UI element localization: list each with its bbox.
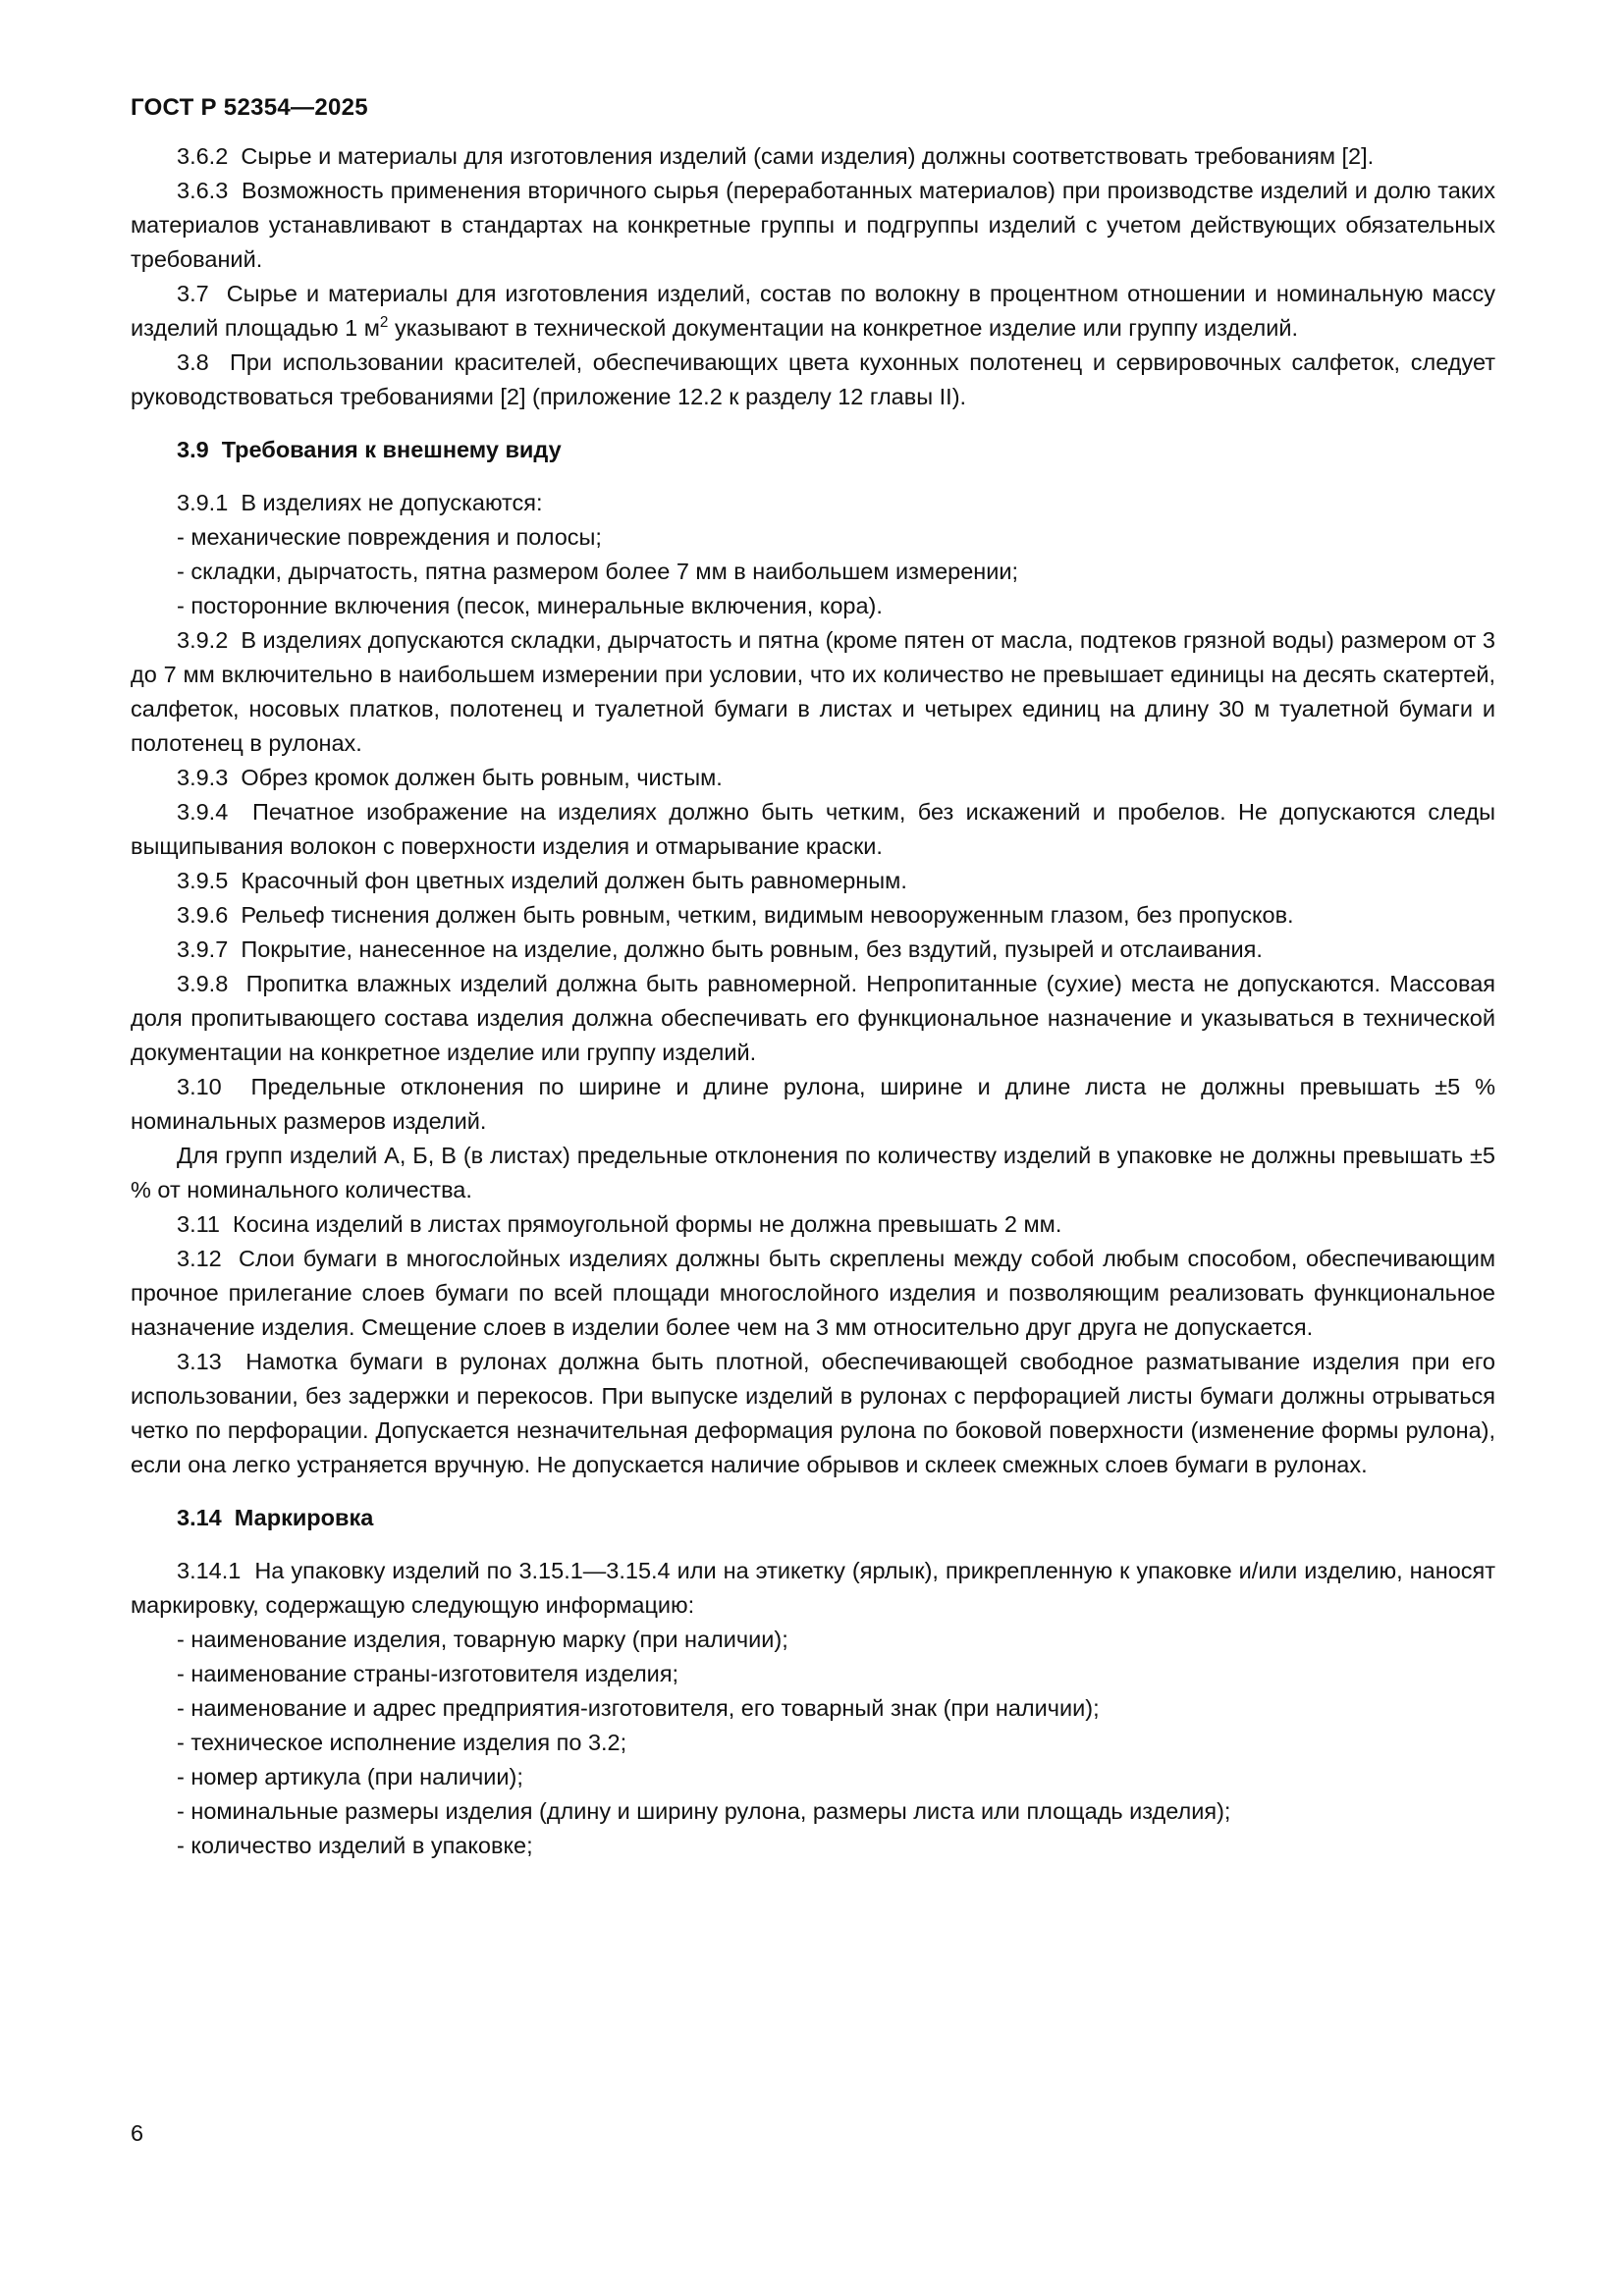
document-body — [131, 139, 1495, 1863]
list-item: - наименование и адрес предприятия-изготовителя, его товарный знак (при наличии); — [177, 1695, 1100, 1721]
paragraph: 3.8 При использовании красителей, обеспечивающих цвета кухонных полотенец и сервировочных салфеток, следует руководствоваться требованиями [2] (приложение 12.2 к разделу 12 главы II). — [131, 349, 1495, 409]
paragraph: 3.9.4 Печатное изображение на изделиях должно быть четким, без искажений и пробелов. Не допускаются следы выщипывания волокон с поверхности изделия и отмарывание краски. — [131, 799, 1495, 859]
paragraph: 3.13 Намотка бумаги в рулонах должна быть плотной, обеспечивающей свободное разматывание изделия при его использовании, без задержки и перекосов. При выпуске изделий в рулонах с перфорацией листы бумаги должны отрываться четко по перфорации. Допускается незначительная деформация рулона по боковой поверхности (изменение формы рулона), если она легко устраняется вручную. Не допускается наличие обрывов и склеек смежных слоев бумаги в рулонах. — [131, 1349, 1495, 1477]
list-item: - количество изделий в упаковке; — [177, 1833, 533, 1858]
paragraph: Для групп изделий А, Б, В (в листах) предельные отклонения по количеству изделий в упаковке не должны превышать ±5 % от номинального количества. — [131, 1143, 1495, 1202]
text-run: указывают в технической документации на конкретное изделие или группу изделий. — [388, 315, 1299, 341]
paragraph: 3.12 Слои бумаги в многослойных изделиях должны быть скреплены между собой любым способом, обеспечивающим прочное прилегание слоев бумаги по всей площади многослойного изделия и позволяющим реализовать функциональное назначение изделия. Смещение слоев в изделии более чем на 3 мм относительно друг друга не допускается. — [131, 1246, 1495, 1340]
paragraph: 3.11 Косина изделий в листах прямоугольной формы не должна превышать 2 мм. — [177, 1211, 1062, 1237]
doc-number: ГОСТ Р 52354—2025 — [131, 94, 368, 121]
paragraph: 3.10 Предельные отклонения по ширине и длине рулона, ширине и длине листа не должны превышать ±5 % номинальных размеров изделий. — [131, 1074, 1495, 1134]
list-item: - посторонние включения (песок, минеральные включения, кора). — [177, 593, 883, 618]
paragraph: 3.9.1 В изделиях не допускаются: — [177, 490, 543, 515]
list-item: - номер артикула (при наличии); — [177, 1764, 523, 1789]
list-item: - техническое исполнение изделия по 3.2; — [177, 1730, 627, 1755]
page-number: 6 — [131, 2120, 144, 2146]
list-item: - наименование страны-изготовителя изделия; — [177, 1661, 679, 1686]
paragraph: 3.9.5 Красочный фон цветных изделий должен быть равномерным. — [177, 868, 907, 893]
list-item: - номинальные размеры изделия (длину и ширину рулона, размеры листа или площадь изделия); — [177, 1798, 1231, 1824]
text-run: 3.7 Сырье и материалы для изготовления изделий, состав по волокну в процентном отношении и номинальную массу изделий площадью 1 м — [131, 281, 1495, 341]
paragraph: 3.9.3 Обрез кромок должен быть ровным, чистым. — [177, 765, 723, 790]
list-item: - механические повреждения и полосы; — [177, 524, 602, 550]
section-heading: 3.14 Маркировка — [177, 1505, 374, 1530]
paragraph: 3.6.3 Возможность применения вторичного сырья (переработанных материалов) при производстве изделий и долю таких материалов устанавливают в стандартах на конкретные группы и подгруппы изделий с учетом действующих обязательных требований. — [131, 178, 1495, 272]
section-heading: 3.9 Требования к внешнему виду — [177, 437, 562, 462]
paragraph: 3.9.7 Покрытие, нанесенное на изделие, должно быть ровным, без вздутий, пузырей и отслаивания. — [177, 936, 1263, 962]
paragraph: 3.14.1 На упаковку изделий по 3.15.1—3.15.4 или на этикетку (ярлык), прикрепленную к упаковке и/или изделию, наносят маркировку, содержащую следующую информацию: — [131, 1558, 1495, 1618]
paragraph: 3.9.2 В изделиях допускаются складки, дырчатость и пятна (кроме пятен от масла, подтеков грязной воды) размером от 3 до 7 мм включительно в наибольшем измерении при условии, что их количество не превышает единицы на десять скатертей, салфеток, носовых платков, полотенец и туалетной бумаги в листах и четырех единиц на длину 30 м туалетной бумаги и полотенец в рулонах. — [131, 627, 1495, 756]
superscript: 2 — [379, 314, 389, 332]
paragraph: 3.9.6 Рельеф тиснения должен быть ровным, четким, видимым невооруженным глазом, без пропусков. — [177, 902, 1294, 928]
paragraph — [131, 277, 1495, 346]
paragraph: 3.9.8 Пропитка влажных изделий должна быть равномерной. Непропитанные (сухие) места не допускаются. Массовая доля пропитывающего состава изделия должна обеспечивать его функциональное назначение и указываться в технической документации на конкретное изделие или группу изделий. — [131, 971, 1495, 1065]
list-item: - наименование изделия, товарную марку (при наличии); — [177, 1627, 788, 1652]
list-item: - складки, дырчатость, пятна размером более 7 мм в наибольшем измерении; — [177, 559, 1019, 584]
paragraph: 3.6.2 Сырье и материалы для изготовления изделий (сами изделия) должны соответствовать требованиям [2]. — [177, 143, 1375, 169]
